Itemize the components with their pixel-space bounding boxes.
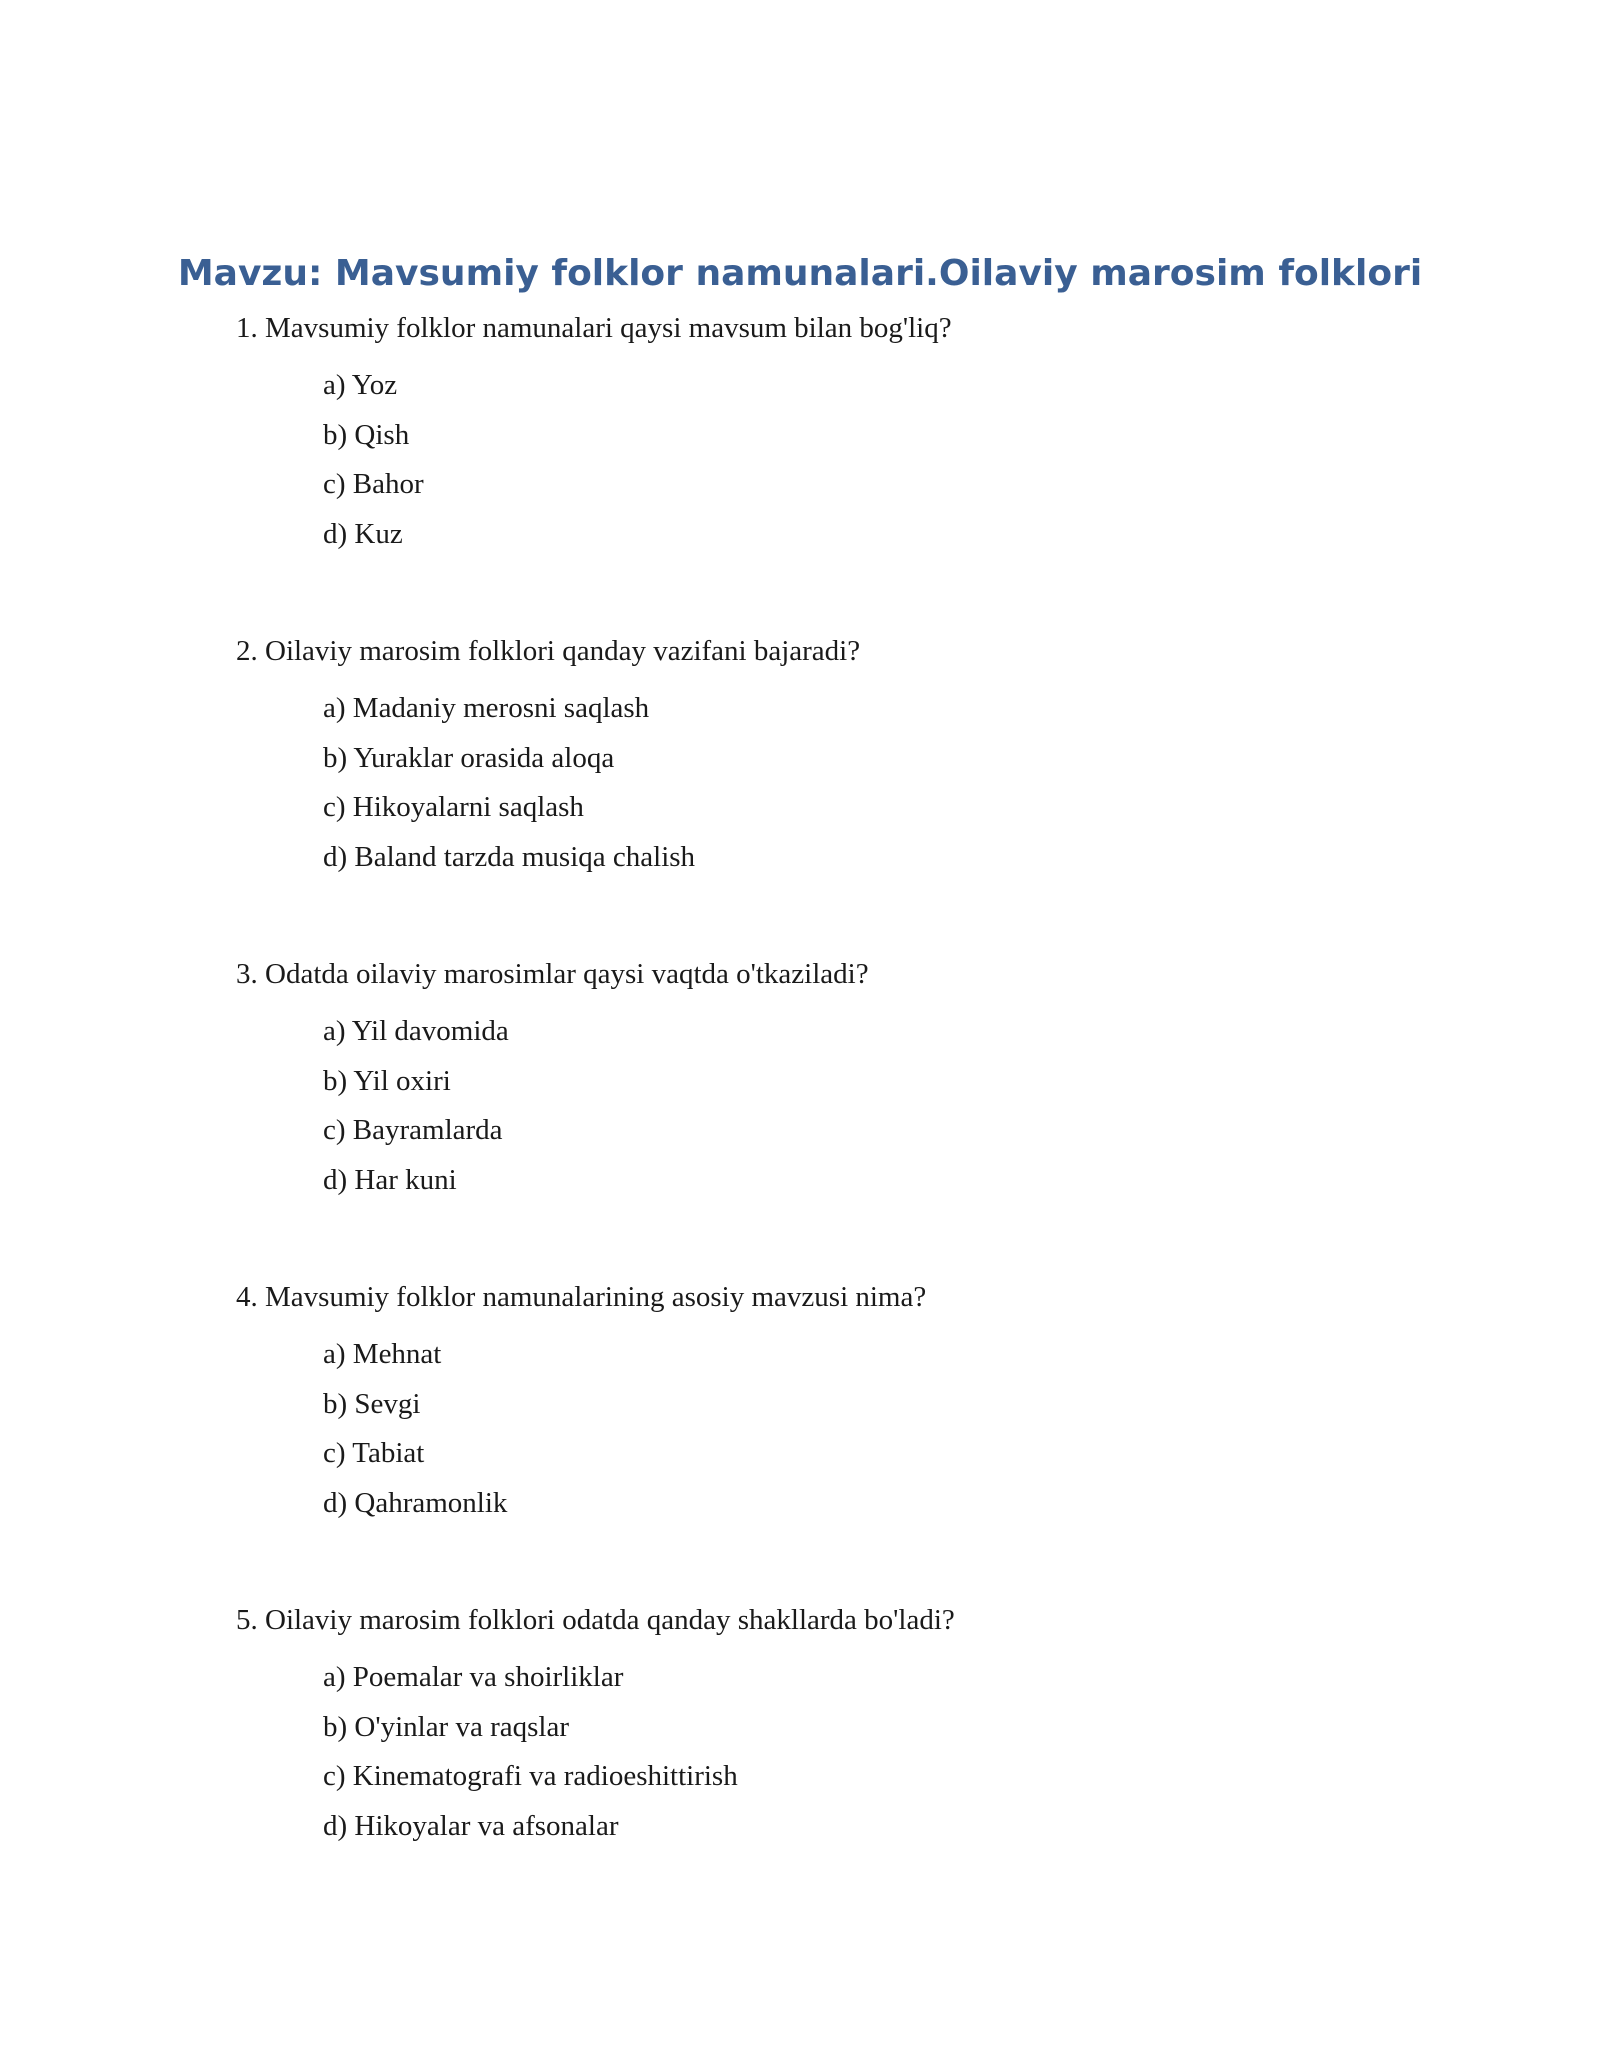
option-d: d) Kuz	[323, 517, 403, 550]
option-b: b) Sevgi	[323, 1387, 421, 1420]
option-list	[323, 1011, 1436, 1200]
option-a: a) Mehnat	[323, 1338, 442, 1370]
document-title: Mavzu: Mavsumiy folklor namunalari.Oilaviy marosim folklori	[177, 253, 1423, 294]
option-d: d) Har kuni	[323, 1163, 457, 1196]
question-item	[236, 954, 1436, 1277]
option-b: b) O'yinlar va raqslar	[323, 1710, 569, 1743]
option-d: d) Qahramonlik	[323, 1486, 508, 1519]
question-text: 3. Odatda oilaviy marosimlar qaysi vaqtda o'tkaziladi?	[236, 958, 869, 990]
question-text: 2. Oilaviy marosim folklori qanday vazifani bajaradi?	[236, 635, 861, 667]
option-a: a) Poemalar va shoirliklar	[323, 1661, 624, 1693]
option-b: b) Yil oxiri	[323, 1064, 451, 1097]
option-list	[323, 1657, 1436, 1846]
option-c: c) Tabiat	[323, 1437, 425, 1469]
question-list	[236, 308, 1436, 1923]
question-item	[236, 308, 1436, 631]
question-text: 1. Mavsumiy folklor namunalari qaysi mavsum bilan bog'liq?	[236, 312, 952, 344]
option-c: c) Kinematografi va radioeshittirish	[323, 1760, 738, 1792]
question-item	[236, 631, 1436, 954]
question-item	[236, 1277, 1436, 1600]
option-c: c) Bayramlarda	[323, 1114, 503, 1146]
option-list	[323, 1334, 1436, 1523]
option-list	[323, 688, 1436, 877]
option-c: c) Hikoyalarni saqlash	[323, 791, 584, 823]
option-d: d) Baland tarzda musiqa chalish	[323, 840, 696, 873]
option-d: d) Hikoyalar va afsonalar	[323, 1809, 619, 1842]
option-a: a) Yoz	[323, 369, 398, 401]
option-a: a) Yil davomida	[323, 1015, 509, 1047]
option-b: b) Yuraklar orasida aloqa	[323, 741, 615, 774]
option-list	[323, 365, 1436, 554]
question-text: 4. Mavsumiy folklor namunalarining asosiy mavzusi nima?	[236, 1281, 927, 1313]
option-a: a) Madaniy merosni saqlash	[323, 692, 650, 724]
question-text: 5. Oilaviy marosim folklori odatda qanday shakllarda bo'ladi?	[236, 1604, 955, 1636]
question-item	[236, 1600, 1436, 1923]
option-c: c) Bahor	[323, 468, 424, 500]
option-b: b) Qish	[323, 418, 410, 451]
